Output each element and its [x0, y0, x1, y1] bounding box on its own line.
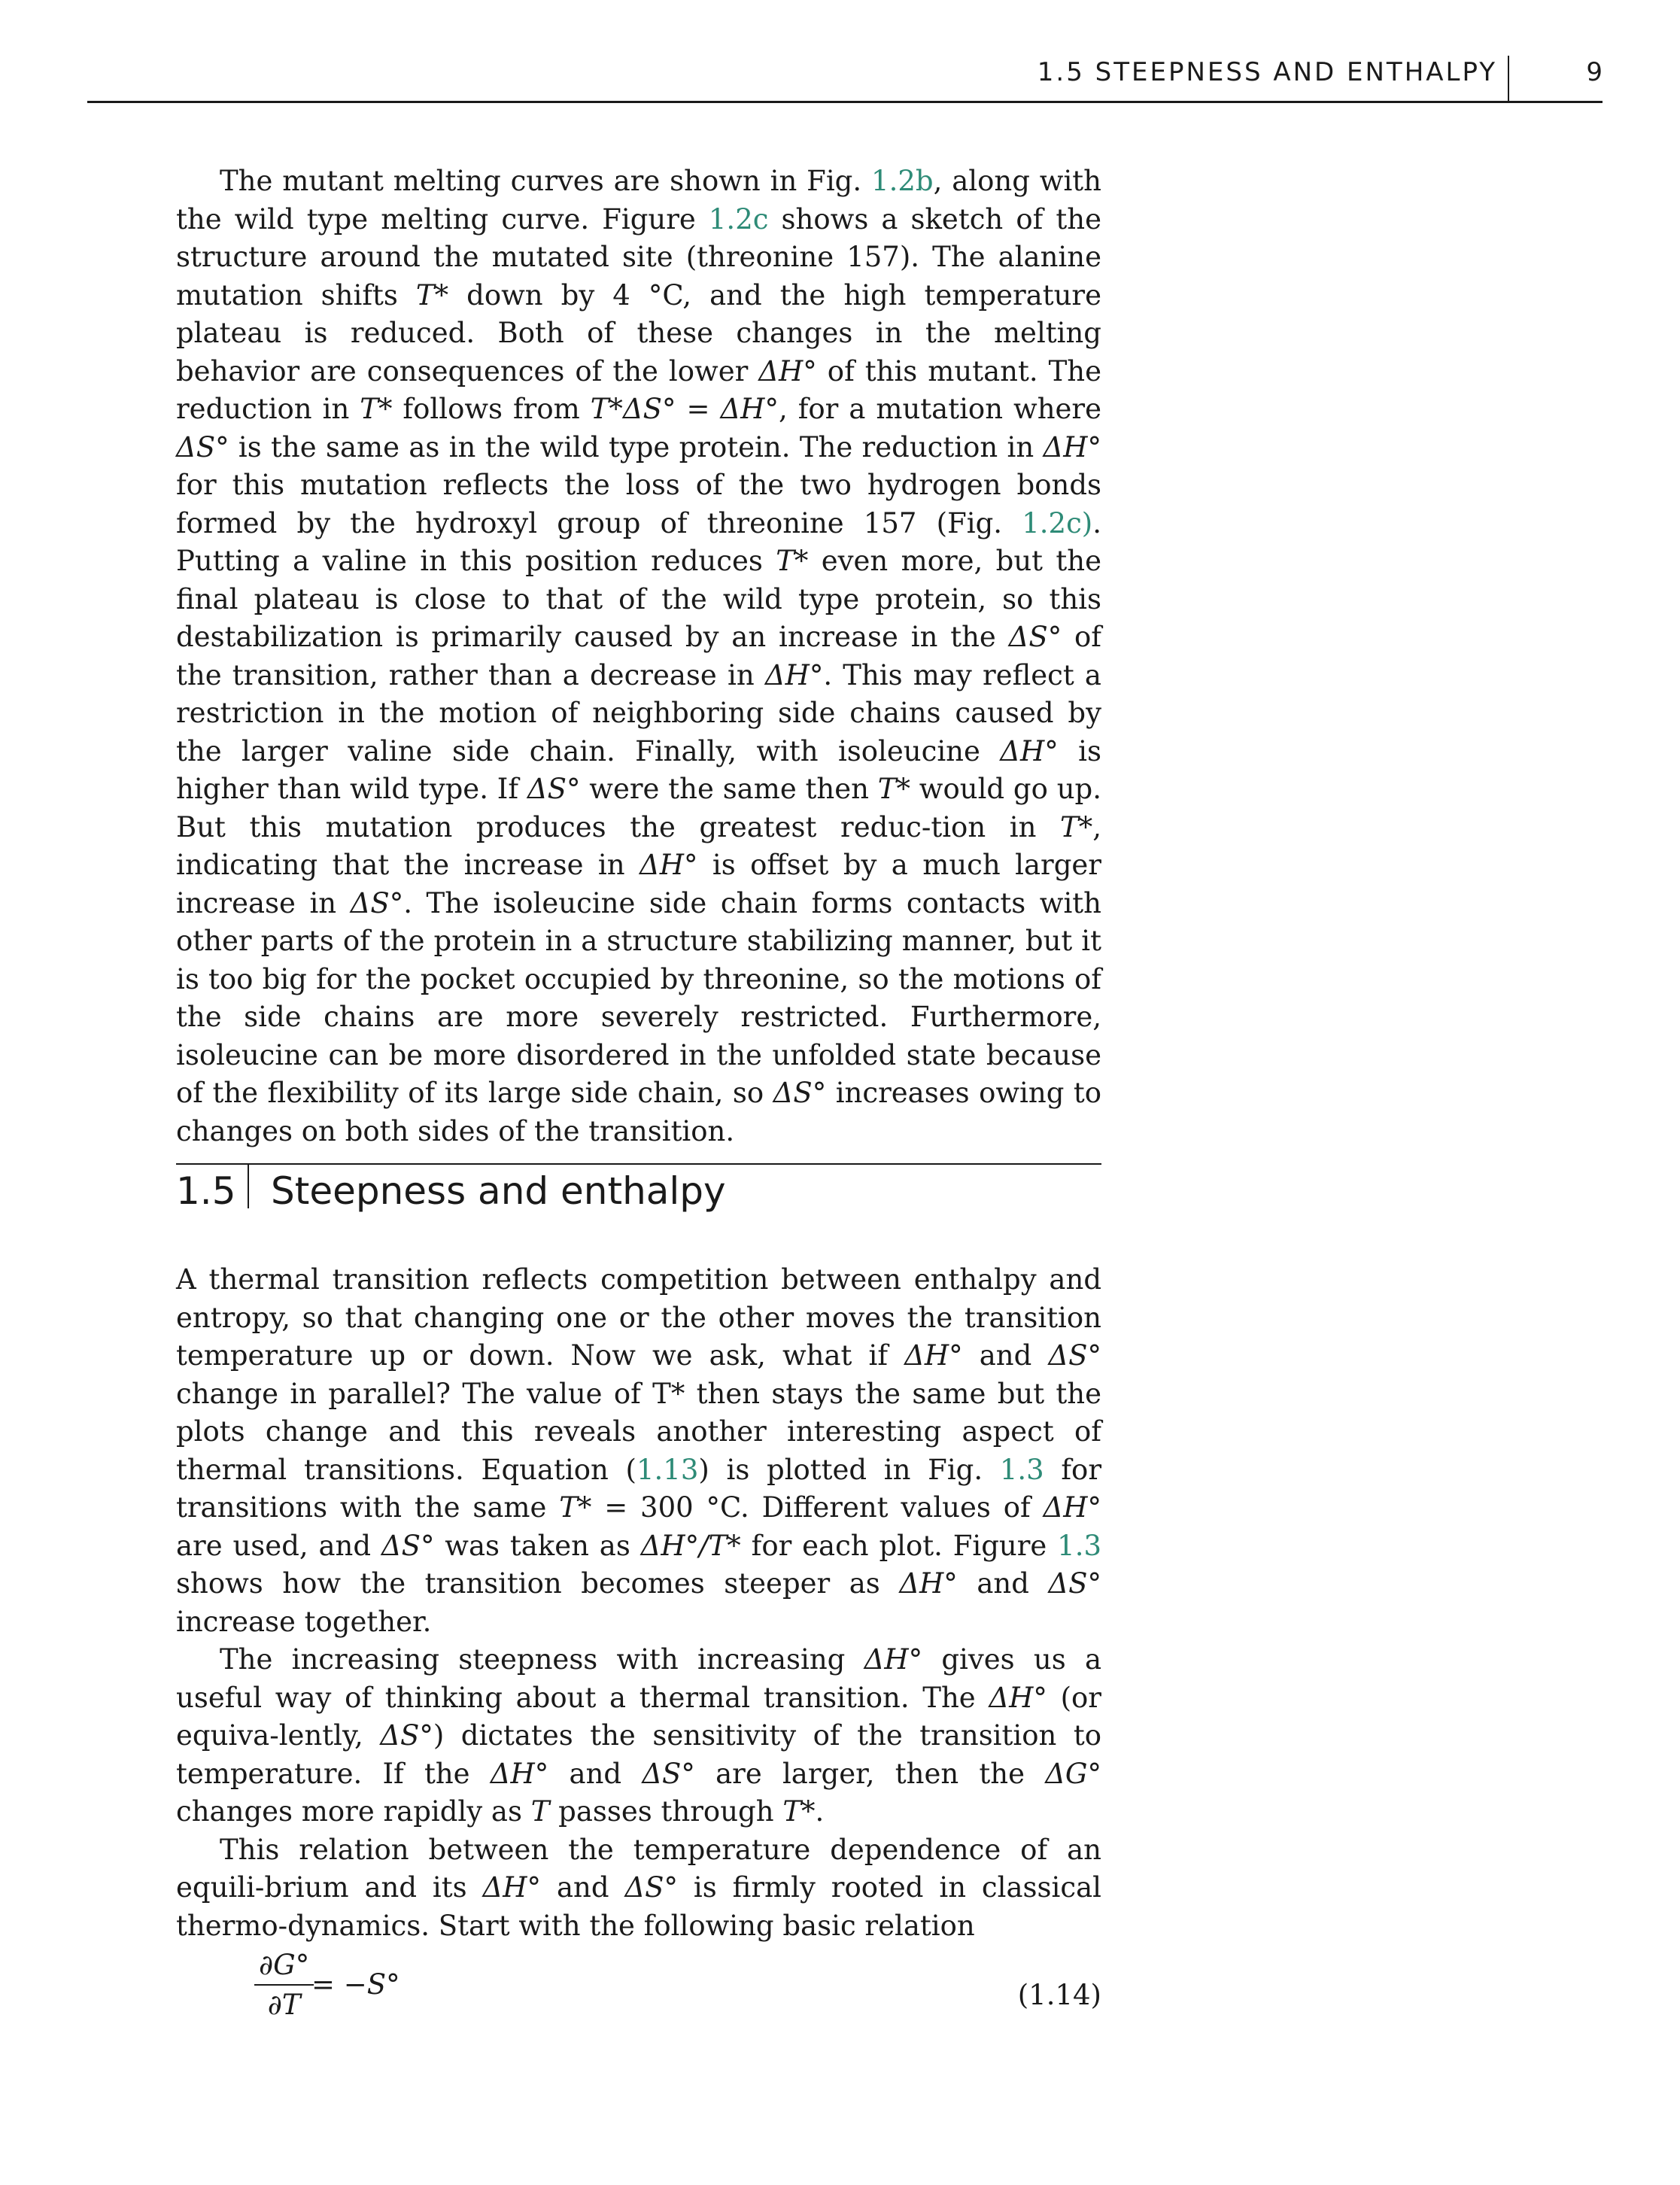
header-rule — [87, 101, 1603, 103]
equation-number: (1.14) — [1017, 1979, 1101, 2011]
eq-1-13-link[interactable]: 1.13 — [636, 1453, 699, 1486]
section-number: 1.5 — [176, 1169, 236, 1213]
equation-rhs: = −S° — [311, 1968, 400, 2001]
section-rule — [176, 1163, 1101, 1165]
paragraph-mutant-curves: The mutant melting curves are shown in Fig. 1.2b, along with the wild type melting curve. Figure 1.2c shows a sketch of the structure around the mutated site (threonine 157). The alanine mutation shifts T* down by 4 °C, and the high temperature plateau is reduced. Both of these changes in the melting behavior are consequences of the lower ΔH° of this mutant. The reduction in T* follows from T*ΔS° = ΔH°, for a mutation where ΔS° is the same as in the wild type protein. The reduction in ΔH° for this mutation reflects the loss of the two hydrogen bonds formed by the hydroxyl group of threonine 157 (Fig. 1.2c). Putting a valine in this position reduces T* even more, but the final plateau is close to that of the wild type protein, so this destabilization is primarily caused by an increase in the ΔS° of the transition, rather than a decrease in ΔH°. This may reflect a restriction in the motion of neighboring side chains caused by the larger valine side chain. Finally, with isoleucine ΔH° is higher than wild type. If ΔS° were the same then T* would go up. But this mutation produces the greatest reduc-tion in T*, indicating that the increase in ΔH° is offset by a much larger increase in ΔS°. The isoleucine side chain forms contacts with other parts of the protein in a structure stabilizing manner, but it is too big for the pocket occupied by threonine, so the motions of the side chains are more severely restricted. Furthermore, isoleucine can be more disordered in the unfolded state because of the flexibility of its large side chain, so ΔS° increases owing to changes on both sides of the transition. — [176, 165, 1102, 1147]
fraction-numerator: ∂G° — [254, 1949, 314, 1986]
paragraph-thermal-transition: A thermal transition reflects competition between enthalpy and entropy, so that changing one or the other moves the transition temperature up or down. Now we ask, what if ΔH° and ΔS° change in parallel? The value of T* then stays the same but the plots change and this reveals another interesting aspect of thermal transitions. Equation (1.13) is plotted in Fig. 1.3 for transitions with the same T* = 300 °C. Different values of ΔH° are used, and ΔS° was taken as ΔH°/T* for each plot. Figure 1.3 shows how the transition becomes steeper as ΔH° and ΔS° increase together. — [176, 1263, 1102, 1638]
fraction-denominator: ∂T — [267, 1989, 301, 2021]
running-title: 1.5 STEEPNESS AND ENTHALPY — [1037, 57, 1497, 87]
paragraph-relation: This relation between the temperature dependence of an equili-brium and its ΔH° and ΔS° is firmly rooted in classical thermo-dynamics. Start with the following basic relation — [176, 1833, 1101, 1942]
section-separator — [248, 1163, 249, 1208]
header-separator — [1508, 56, 1509, 102]
fig-1-2c-link[interactable]: 1.2c) — [1022, 506, 1093, 539]
fig-1-2c-link[interactable]: 1.2c — [708, 202, 769, 236]
body-text-lower — [176, 1261, 1101, 1945]
running-head — [903, 56, 1603, 101]
fig-1-3-link[interactable]: 1.3 — [1057, 1529, 1102, 1562]
section-title: Steepness and enthalpy — [271, 1169, 726, 1213]
page-number: 9 — [1586, 57, 1603, 87]
equation-1-14 — [176, 1949, 1101, 2039]
partial-derivative-fraction — [254, 1949, 314, 2021]
paragraph-steepness: The increasing steepness with increasing ΔH° gives us a useful way of thinking about a thermal transition. The ΔH° (or equiva-lently, ΔS°) dictates the sensitivity of the transition to temperature. If the ΔH° and ΔS° are larger, then the ΔG° changes more rapidly as T passes through T*. — [176, 1643, 1102, 1828]
body-text-upper — [176, 163, 1101, 1150]
fig-1-2b-link[interactable]: 1.2b — [871, 165, 934, 197]
fig-1-3-link[interactable]: 1.3 — [999, 1453, 1044, 1486]
